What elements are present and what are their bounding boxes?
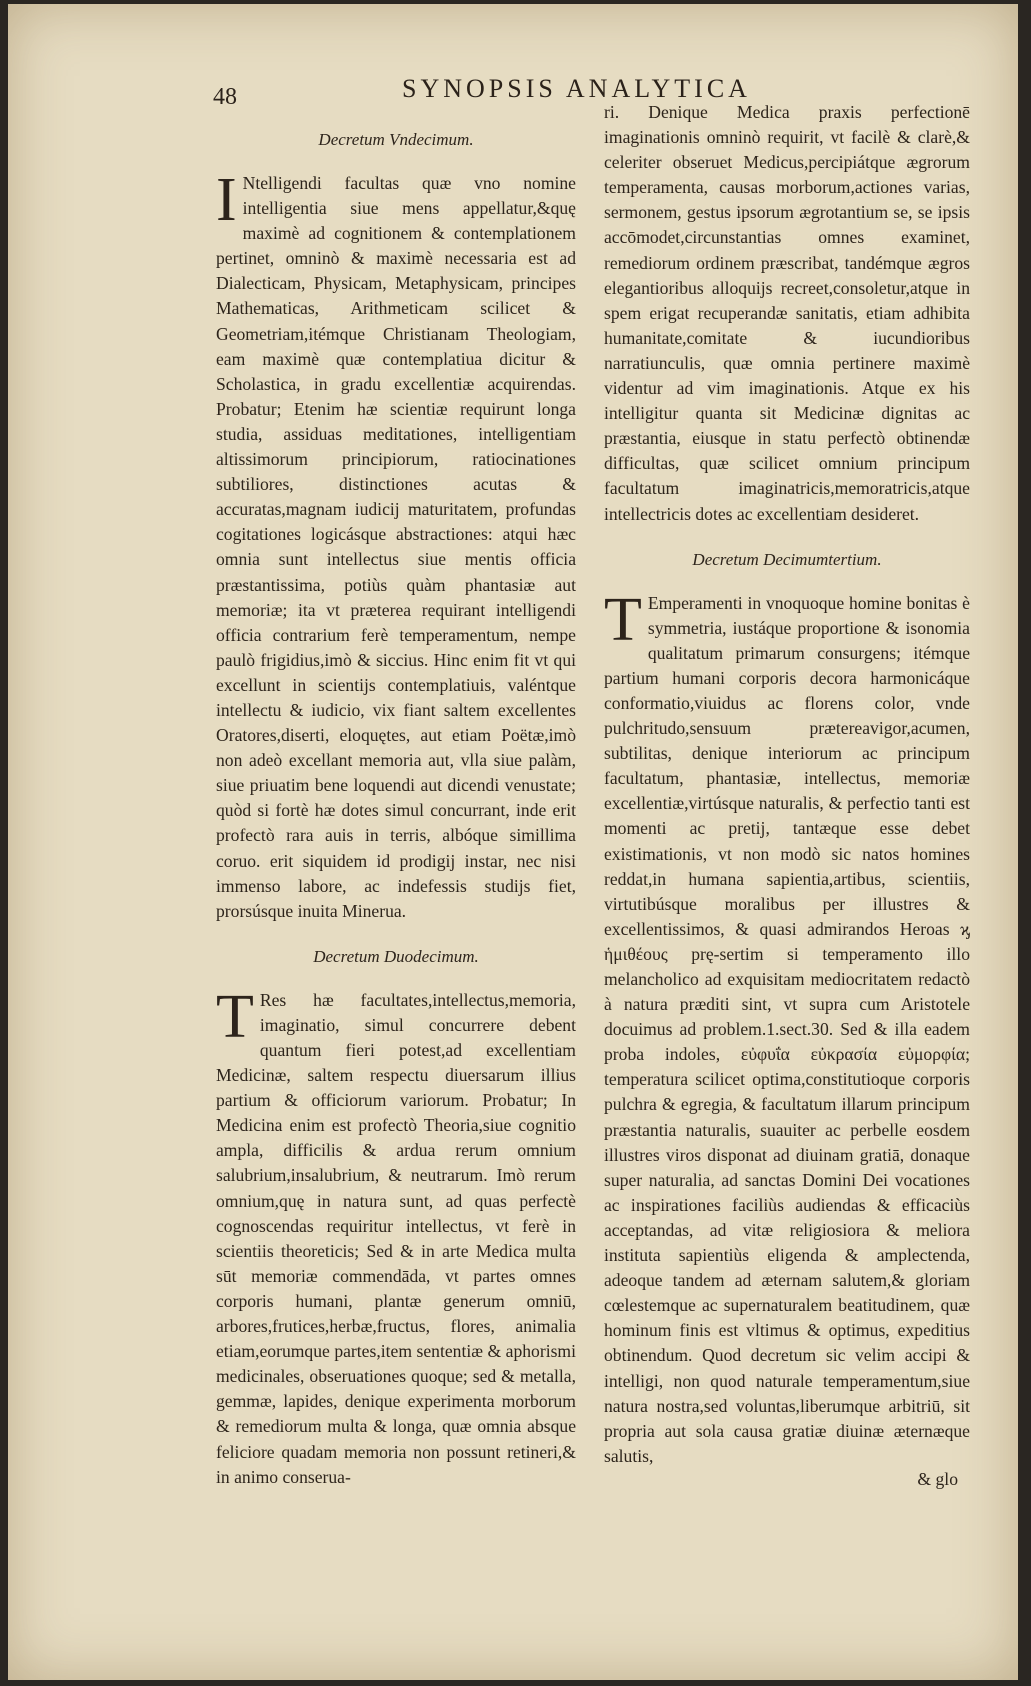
left-column	[216, 129, 576, 1490]
decree-13-heading: Decretum Decimumtertium.	[692, 549, 882, 569]
book-page	[8, 4, 1018, 1680]
drop-cap: T	[216, 982, 254, 1051]
decree-11-body	[216, 166, 576, 924]
decree-12-body	[216, 982, 576, 1490]
decree-13-text: Emperamenti in vnoquoque homine bonitas è symmetria, iustáque proportione & isonomia qualitatum primarum consurgens; itémque partium humani corporis decora harmonicáque conformatio,viuidus ac florens color, vnde pulchritudo,sensuum prætereavigor,acumen, subtilitas, denique interiorum ac principum facultatum, phantasiæ, intellectus, memoriæ excellentiæ,virtúsque naturalis, & perfectio tanti est momenti ac pretij, tantæque esse debet existimationis, vt non modò sic natos homines reddat,in humana sapientia,artibus, scientiis, virtutibúsque moralibus per illustres & excellentissimos, & quasi admirandos Heroas ϗ ἡμιθέους prę-sertim si temperamento illo melancholico ad exquisitam mediocritatem redactò à natura præditi sint, vt supra cum Aristotele docuimus ad problem.1.sect.30. Sed & illa eadem proba indoles, εὐφυΐα εὐκρασία εὐμορφία; temperatura scilicet optima,constitutioque corporis pulchra & egregia, & facultatum illarum principum præstantia naturalis, suauiter ac perbelle eosdem illustres viros disponat ad diuinam gratiā, donaque super naturalia, ad sanctas Domini Dei vocationes ac inspirationes faciliùs audiendas & efficaciùs acceptandas, ad vitæ religiosiora & meliora instituta sapientiùs eligenda & amplectenda, adeoque tandem ad æternam salutem,& gloriam cœlestemque ac supernaturalem beatitudinem, quæ hominum finis est vltimus & optimus, expeditius obtinendum. Quod decretum sic velim accipi & intelligi, non quod naturale temperamentum,siue natura nostra,sed voluntas,liberumque arbitriū, sit propria aut sola causa gratiæ diuinæ æternæque salutis,	[604, 592, 970, 1466]
decree-12-text: Res hæ facultates,intellectus,memoria, imaginatio, simul concurrere debent quantum fieri potest,ad excellentiam Medicinæ, saltem respectu diuersarum illius partium & officiorum variorum. Probatur; In Medicina enim est profectò Theoria,siue cognitio ampla, difficilis & ardua rerum omnium salubrium,insalubrium, & neutrarum. Imò rerum omnium,quę in natura sunt, ad quas perfectè cognoscendas requiritur intellectus, vt ferè in scientiis theoreticis; Sed & in arte Medica multa sūt memoriæ commendāda, vt partes omnes corporis humani, plantæ generum omniū, arbores,frutices,herbæ,fructus, flores, animalia etiam,eorumque partes,item sententiæ & aphorismi medicinales, obseruationes quoque; sed & metalla, gemmæ, lapides, denique experimenta morborum & remediorum multa & longa, quæ omnia absque feliciore quadam memoria non possunt retineri,& in animo conserua-	[216, 989, 576, 1487]
decree-11-continuation: ri. Denique Medica praxis perfectionē imaginationis omninò requirit, vt facilè & clarè,& celeriter obseruet Medicus,percipiátque ægrorum temperamenta, causas morborum,actiones varias, sermonem, gestus ipsorum ægrotantium se, se ipsis accōmodet,circunstantias omnes examinet, remediorum ordinem præscribat, tandémque ægros elegantioribus alloquijs recreet,consoletur,atque in spem erigat recuperandæ sanitatis, etiam adhibita humanitate,comitate & iucundioribus narratiunculis, quæ omnia pertinere maximè videntur ad vim imaginationis. Atque ex his intelligitur quanta sit Medicinæ dignitas ac præstantia, eiusque in statu perfectò obtinendæ difficultas, quæ scilicet omnium principum facultatum imaginatricis,memoratricis,atque intellectricis dotes ac excellentiam desideret.	[604, 102, 970, 524]
right-column	[604, 100, 970, 1490]
decree-11-text: Ntelligendi facultas quæ vno nomine intelligentia siue mens appellatur,&quę maximè ad cognitionem & contemplationem pertinet, omninò & maximè necessaria est ad Dialecticam, Physicam, Metaphysicam, principes Mathematicas, Arithmeticam scilicet & Geometriam,itémque Christianam Theologiam, eam maximè quæ contemplatiua dicitur & Scholastica, in gradu excellentiæ acquirendas. Probatur; Etenim hæ scientiæ requirunt longa studia, assiduas meditationes, intelligentiam altissimorum principiorum, ratiocinationes subtiliores, distinctiones acutas & accuratas,magnam iudicij maturitatem, profundas cogitationes logicásque abstractiones: atqui hæc omnia sunt intellectus siue mentis officia præstantissima, potiùs quàm phantasiæ aut memoriæ; ita vt præterea requirant intelligendi officia contrarium ferè temperamentum, nempe paulò frigidius,imò & siccius. Hinc enim fit vt qui excellunt in scientijs contemplatiuis, valéntque intellectu & iudicio, vix fiant saltem excellentes Oratores,diserti, eloquętes, aut etiam Poëtæ,imò non adeò excellant memoria aut, vlla siue palàm, siue priuatim bene loquendi aut dicendi venustate; quòd si fortè hæ dotes simul concurrant, inde erit profectò rara auis in terris, albóque simillima coruo. erit siquidem id prodigij instar, nec nisi immenso labore, ac indefessis studijs fiet, prorsúsque inuita Minerua.	[216, 173, 576, 921]
page-number: 48	[213, 84, 237, 110]
decree-12-heading: Decretum Duodecimum.	[313, 946, 479, 966]
decree-11-heading: Decretum Vndecimum.	[318, 130, 474, 149]
catchword: & glo	[917, 1468, 958, 1489]
drop-cap: I	[216, 166, 237, 234]
decree-13-body	[604, 585, 970, 1469]
running-head: SYNOPSIS ANALYTICA	[402, 74, 751, 103]
drop-cap: T	[604, 585, 642, 654]
